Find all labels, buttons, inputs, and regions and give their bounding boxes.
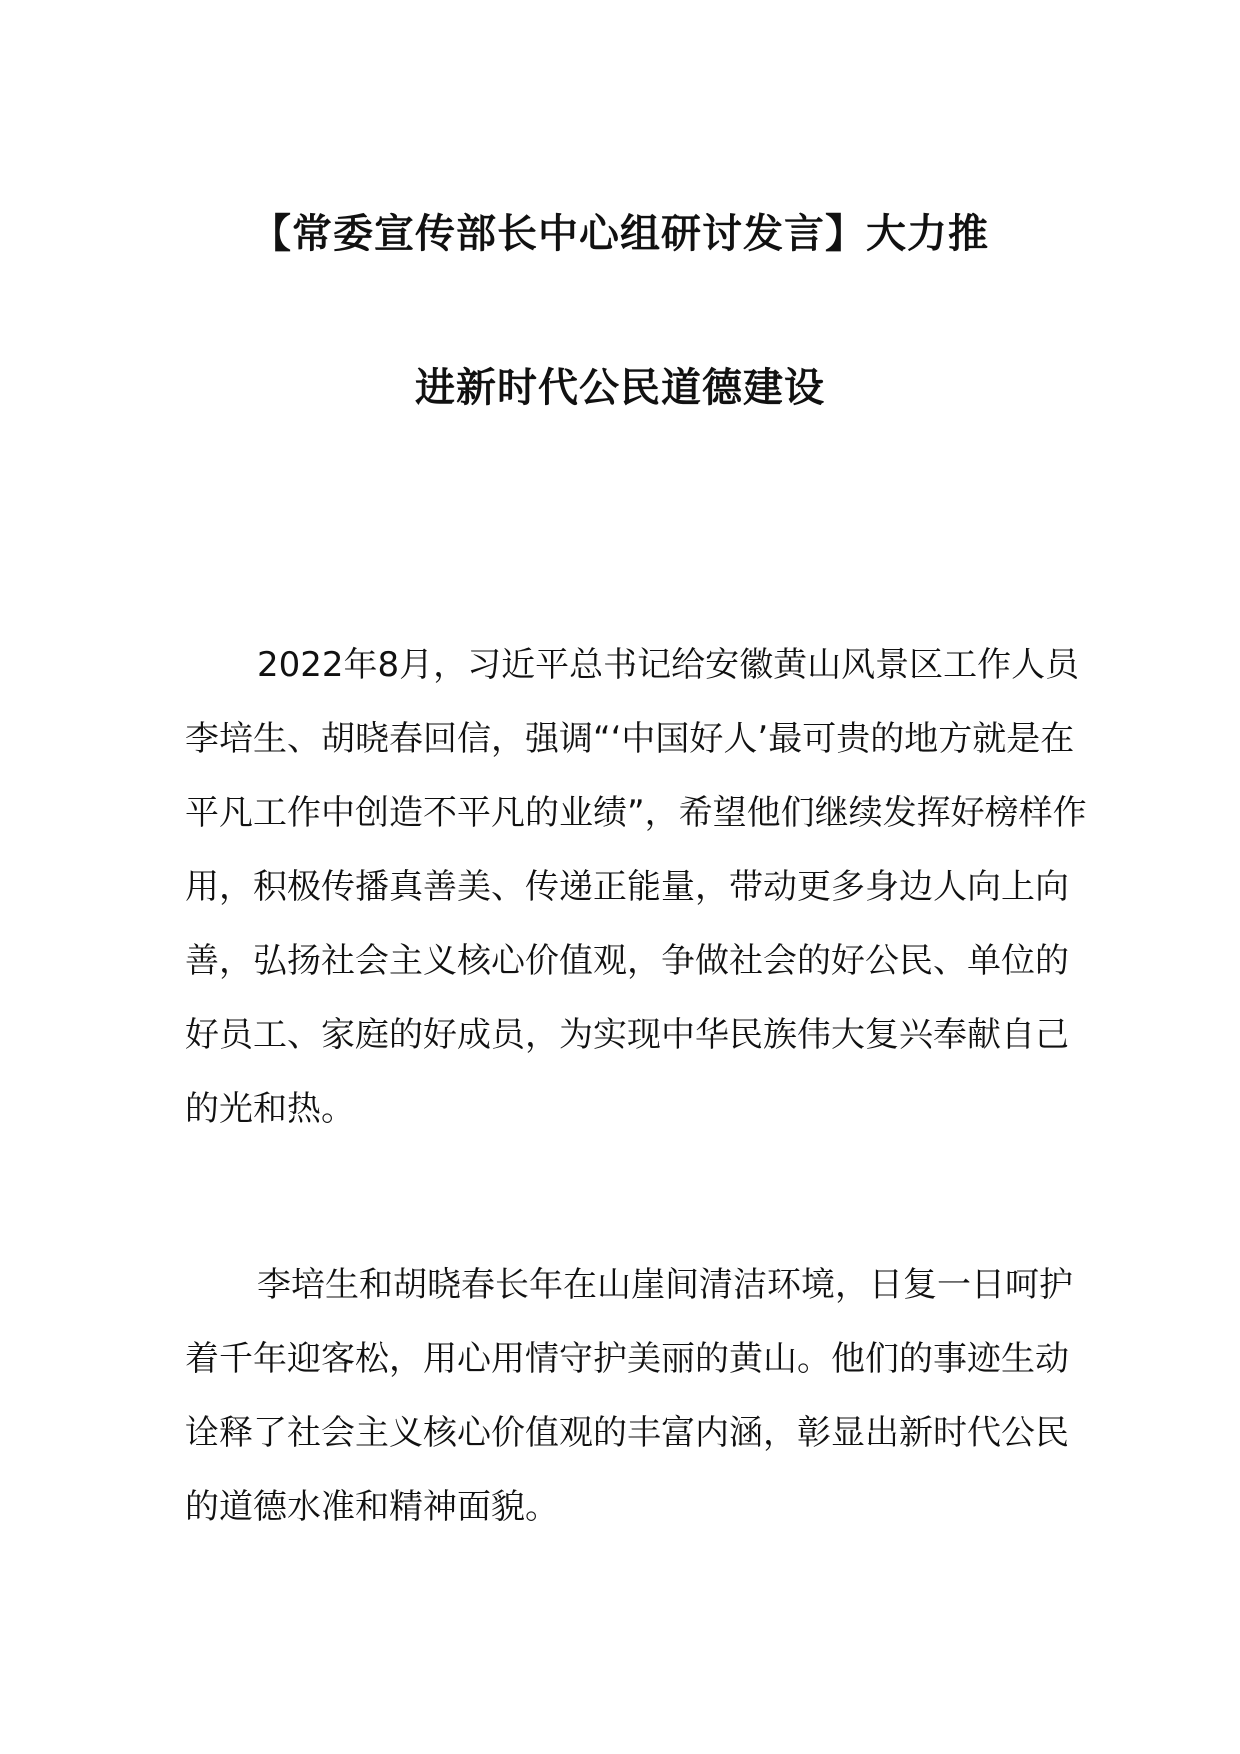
- document-title-line-1: 【常委宣传部长中心组研讨发言】大力推: [251, 211, 989, 257]
- body-paragraph-2: 李培生和胡晓春长年在山崖间清洁环境，日复一日呵护着千年迎客松，用心用情守护美丽的黄山。他们的事迹生动诠释了社会主义核心价值观的丰富内涵，彰显出新时代公民的道德水准和精神面貌。: [185, 1265, 1073, 1527]
- body-paragraph-1: 2022年8月，习近平总书记给安徽黄山风景区工作人员李培生、胡晓春回信，强调“‘中国好人’最可贵的地方就是在平凡工作中创造不平凡的业绩”，希望他们继续发挥好榜样作用，积极传播真善美、传递正能量，带动更多身边人向上向善，弘扬社会主义核心价值观，争做社会的好公民、单位的好员工、家庭的好成员，为实现中华民族伟大复兴奉献自己的光和热。: [185, 645, 1087, 1129]
- document-title-line-2: 进新时代公民道德建设: [415, 365, 825, 411]
